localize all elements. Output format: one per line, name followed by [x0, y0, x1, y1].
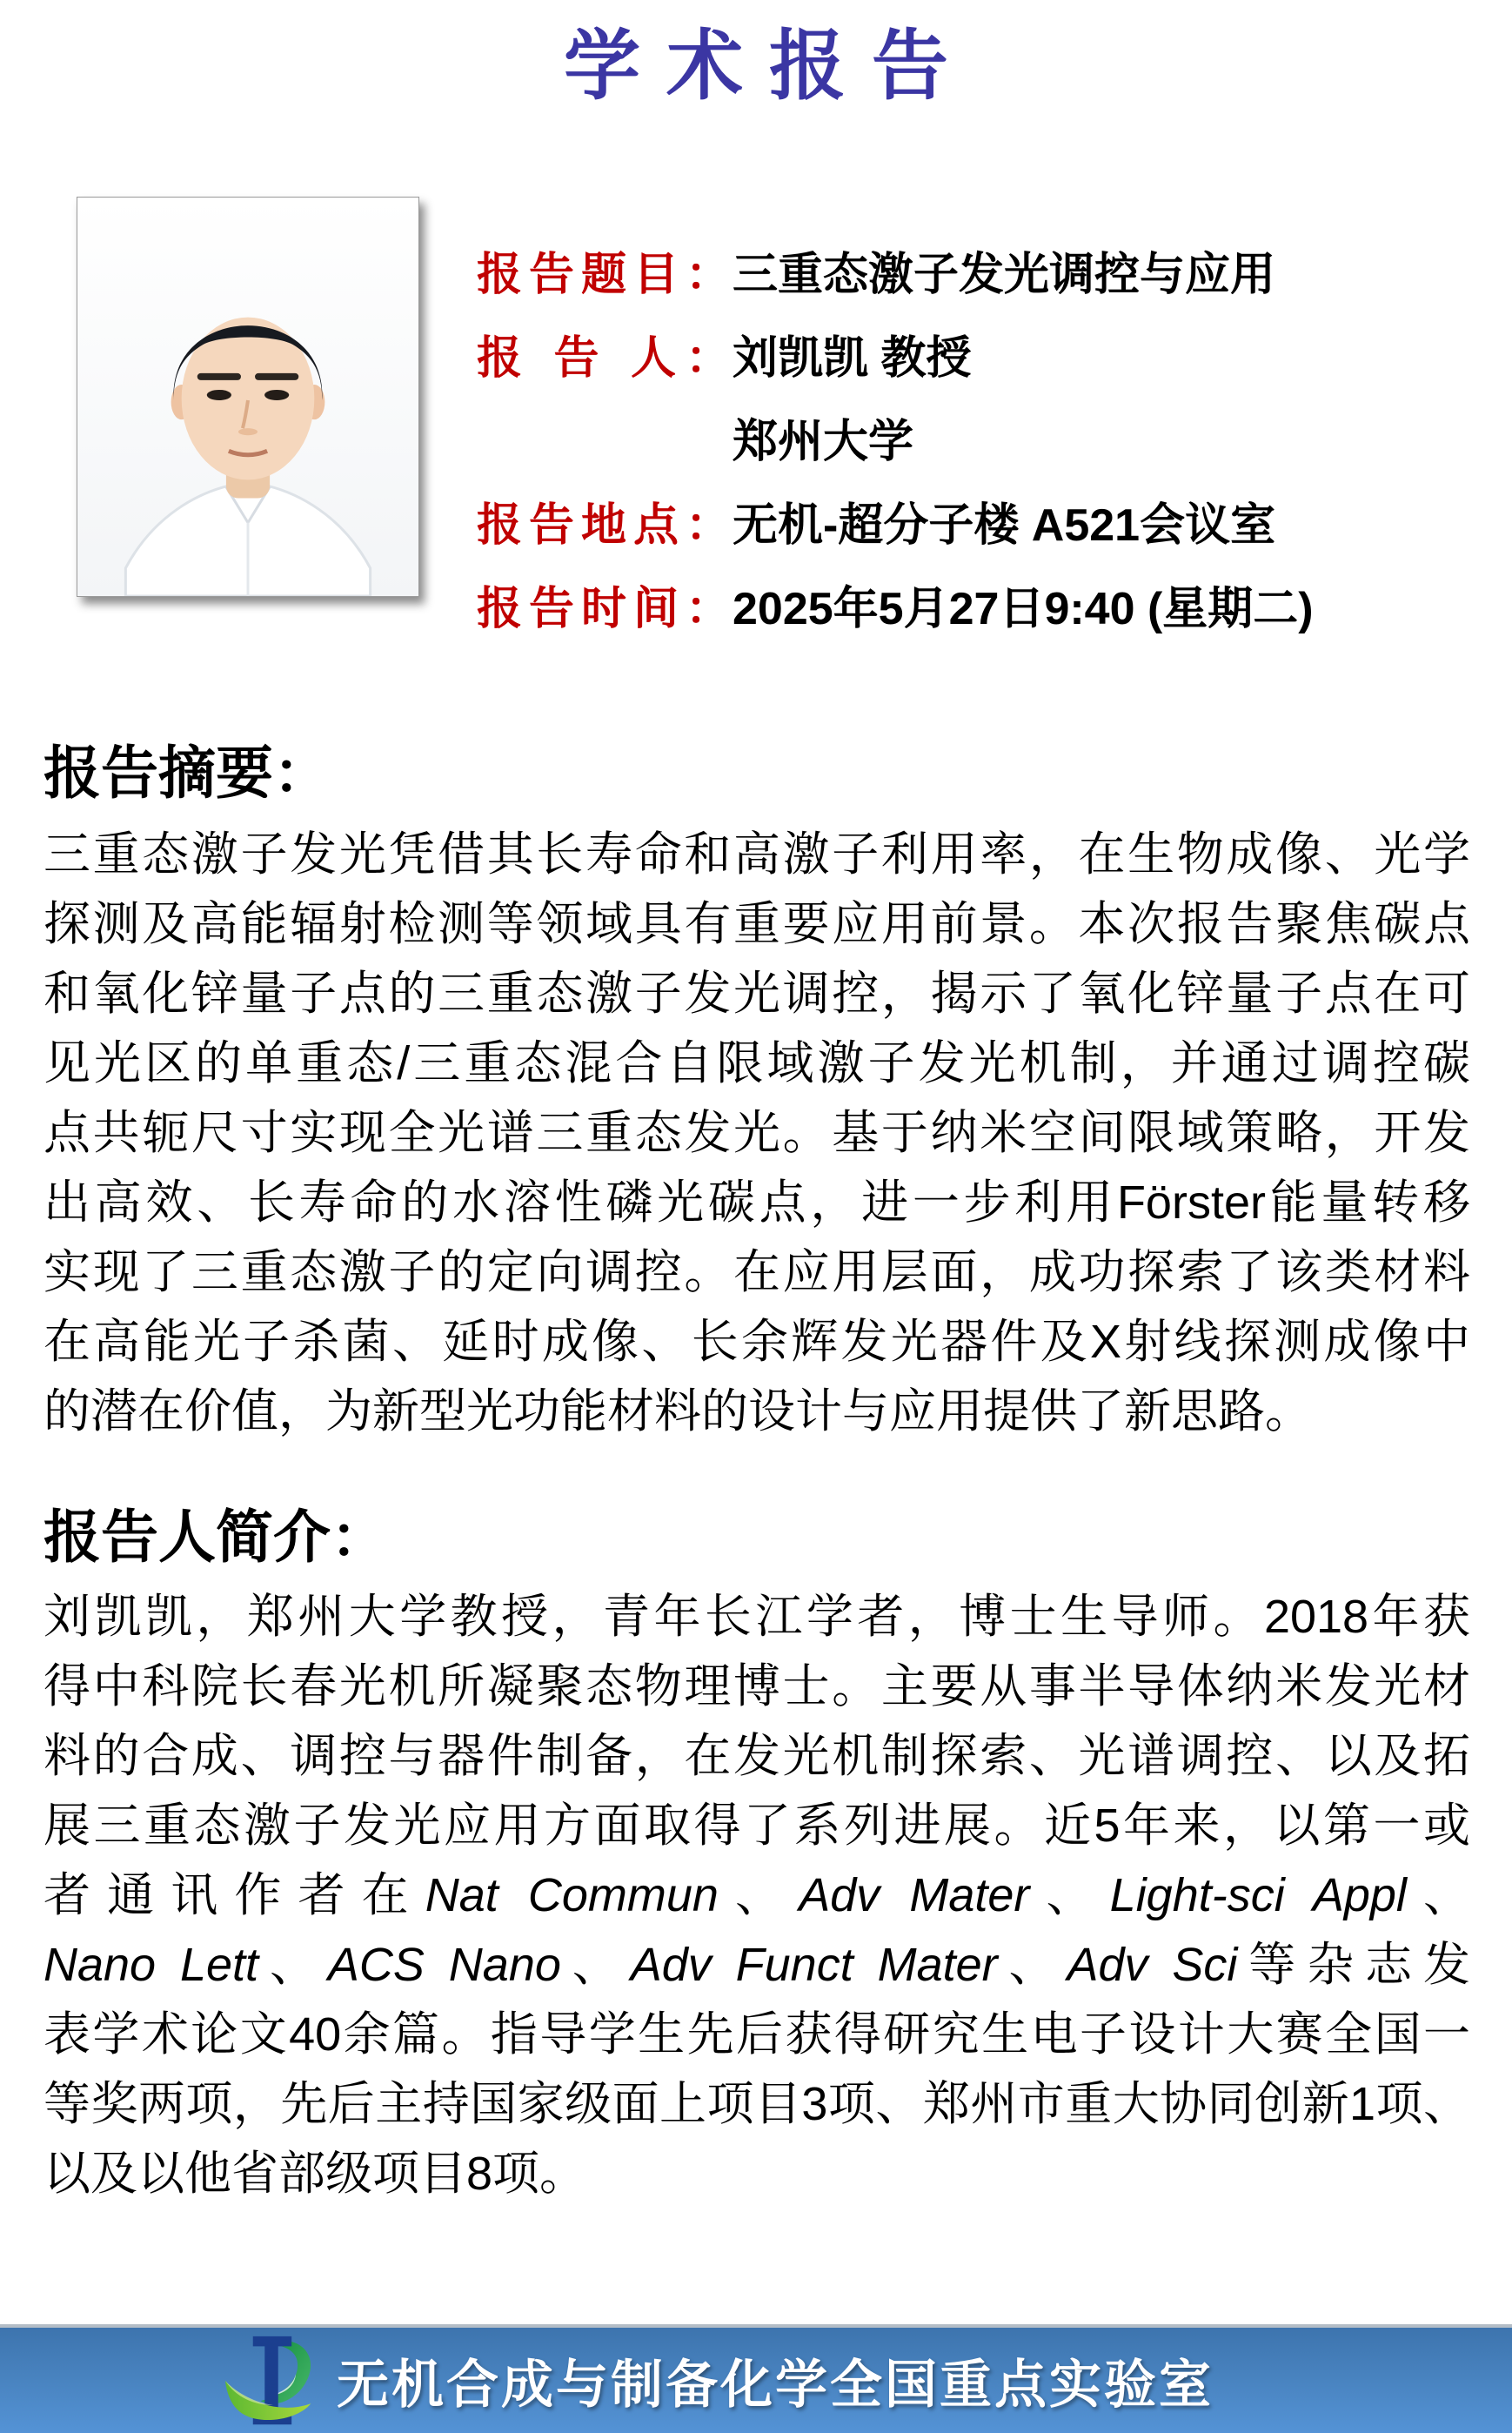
info-label: 报告地点： [477, 500, 731, 551]
info-value: 刘凯凯 教授 [733, 333, 972, 384]
info-label: 报告时间： [477, 584, 731, 634]
talk-info [477, 233, 1314, 651]
info-label: 报告题目： [477, 250, 731, 300]
text-line: Nano Lett、ACS Nano、Adv Funct Mater、Adv Sci等杂志发 [43, 1939, 1470, 1991]
text-line: 者通讯作者在Nat Commun、Adv Mater、Light-sci Appl、 [43, 1869, 1471, 1921]
info-row [477, 233, 1314, 317]
text-line: 三重态激子发光凭借其长寿命和高激子利用率，在生物成像、光学 [43, 828, 1470, 881]
text-line: 和氧化锌量子点的三重态激子发光调控，揭示了氧化锌量子点在可 [43, 968, 1470, 1020]
footer-content [220, 2332, 1214, 2430]
info-row [477, 400, 1314, 484]
abstract-text [43, 820, 1470, 1446]
text-line: 料的合成、调控与器件制备，在发光机制探索、光谱调控、以及拓 [43, 1730, 1470, 1782]
speaker-portrait-illustration [77, 198, 418, 596]
text-line: 等奖两项，先后主持国家级面上项目3项、郑州市重大协同创新1项、 [43, 2078, 1470, 2130]
info-row [477, 317, 1314, 400]
text-line: 点共轭尺寸实现全光谱三重态发光。基于纳米空间限域策略，开发 [43, 1107, 1470, 1159]
info-value: 三重态激子发光调控与应用 [733, 250, 1276, 300]
text-line: 得中科院长春光机所凝聚态物理博士。主要从事半导体纳米发光材 [43, 1660, 1470, 1712]
info-value: 2025年5月27日9:40 (星期二) [733, 584, 1314, 634]
text-line: 实现了三重态激子的定向调控。在应用层面，成功探索了该类材料 [43, 1246, 1470, 1298]
bio-heading: 报告人简介： [43, 1505, 388, 1569]
speaker-photo [77, 197, 419, 597]
info-value: 郑州大学 [733, 417, 914, 467]
info-value: 无机-超分子楼 A521会议室 [733, 500, 1276, 551]
lab-name: 无机合成与制备化学全国重点实验室 [337, 2355, 1214, 2414]
text-line: 探测及高能辐射检测等领域具有重要应用前景。本次报告聚焦碳点 [43, 898, 1470, 950]
bio-text [43, 1582, 1470, 2208]
info-label: 报 告 人： [477, 333, 731, 384]
text-line: 的潜在价值，为新型光功能材料的设计与应用提供了新思路。 [43, 1385, 1312, 1438]
footer-banner [0, 2324, 1512, 2433]
abstract-heading: 报告摘要： [43, 741, 331, 805]
text-line: 以及以他省部级项目8项。 [43, 2148, 587, 2200]
text-line: 在高能光子杀菌、延时成像、长余辉发光器件及X射线探测成像中 [43, 1316, 1470, 1368]
text-line: 展三重态激子发光应用方面取得了系列进展。近5年来，以第一或 [43, 1800, 1470, 1852]
info-row [477, 484, 1314, 567]
text-line: 表学术论文40余篇。指导学生先后获得研究生电子设计大赛全国一 [43, 2008, 1470, 2061]
page-title: 学术报告 [563, 23, 974, 109]
lab-logo-icon [220, 2332, 323, 2430]
text-line: 出高效、长寿命的水溶性磷光碳点，进一步利用Förster能量转移 [43, 1176, 1470, 1229]
info-row [477, 567, 1314, 651]
text-line: 见光区的单重态/三重态混合自限域激子发光机制，并通过调控碳 [43, 1037, 1470, 1089]
text-line: 刘凯凯，郑州大学教授，青年长江学者，博士生导师。2018年获 [43, 1591, 1470, 1643]
